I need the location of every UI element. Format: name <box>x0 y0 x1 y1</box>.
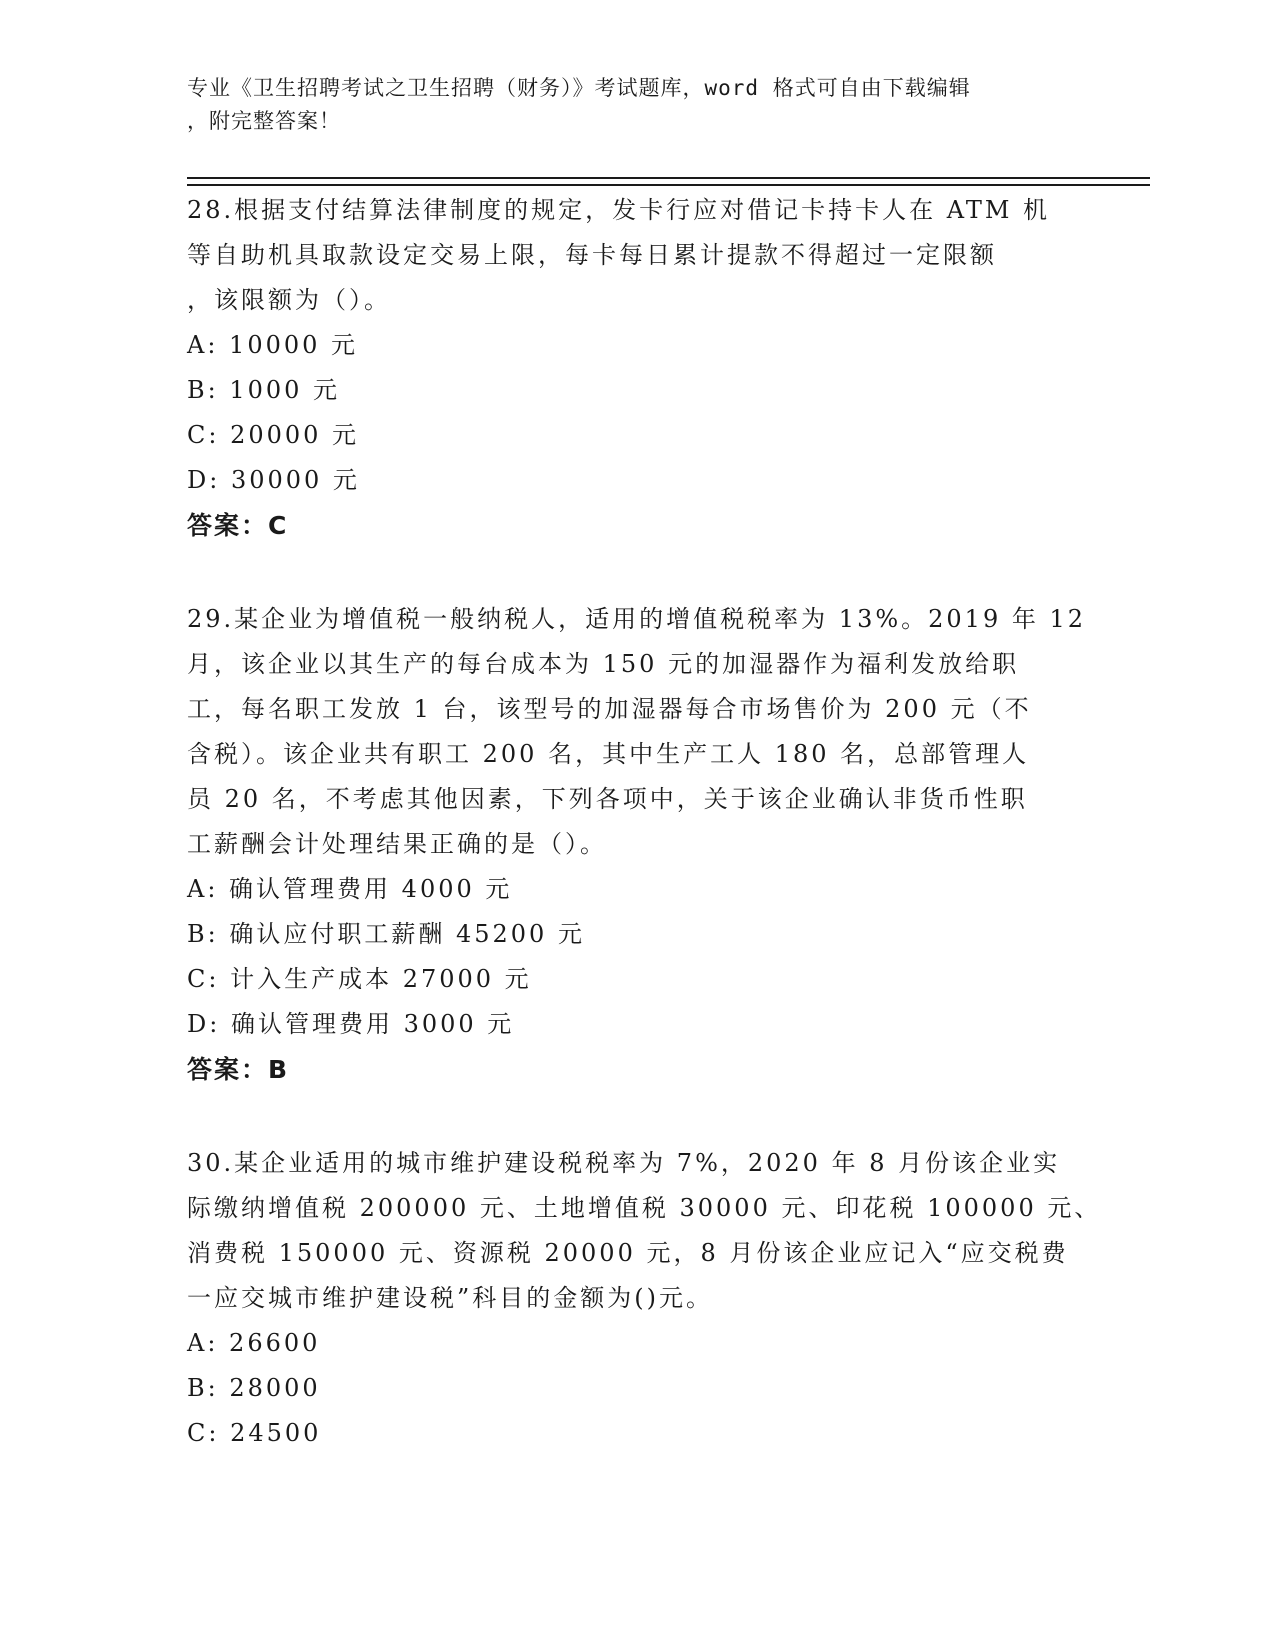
question-text-line: 月，该企业以其生产的每台成本为 150 元的加湿器作为福利发放给职 <box>187 650 1020 678</box>
option-c: C: 20000 元 <box>187 421 360 449</box>
option-b: B: 28000 <box>187 1374 321 1402</box>
header-divider-bottom <box>187 184 1150 186</box>
question-text-line: 际缴纳增值税 200000 元、土地增值税 30000 元、印花税 100000 元、 <box>187 1194 1102 1222</box>
question-text-line: 工薪酬会计处理结果正确的是（）。 <box>187 830 607 858</box>
option-d: D: 30000 元 <box>187 466 360 494</box>
option-d: D: 确认管理费用 3000 元 <box>187 1010 515 1038</box>
question-30 <box>187 1141 1102 1456</box>
header-line-2: ，附完整答案！ <box>187 109 341 133</box>
document-header <box>187 72 1067 138</box>
question-text-line: 工，每名职工发放 1 台，该型号的加湿器每合市场售价为 200 元（不 <box>187 695 1032 723</box>
option-c: C: 24500 <box>187 1419 322 1447</box>
header-line-1: 专业《卫生招聘考试之卫生招聘（财务）》考试题库，word 格式可自由下载编辑 <box>187 76 971 100</box>
option-c: C: 计入生产成本 27000 元 <box>187 965 532 993</box>
header-divider-top <box>187 177 1150 179</box>
question-text-line: 30.某企业适用的城市维护建设税税率为 7%，2020 年 8 月份该企业实 <box>187 1149 1061 1177</box>
question-text-line: 28.根据支付结算法律制度的规定，发卡行应对借记卡持卡人在 ATM 机 <box>187 196 1051 224</box>
answer-line: 答案：C <box>187 511 289 540</box>
question-text-line: 消费税 150000 元、资源税 20000 元，8 月份该企业应记入“应交税费 <box>187 1239 1069 1267</box>
answer-line: 答案：B <box>187 1055 290 1084</box>
option-a: A: 26600 <box>187 1329 321 1357</box>
question-text-line: 含税）。该企业共有职工 200 名，其中生产工人 180 名，总部管理人 <box>187 740 1030 768</box>
option-b: B: 1000 元 <box>187 376 341 404</box>
question-text-line: 29.某企业为增值税一般纳税人，适用的增值税税率为 13%。2019 年 12 <box>187 605 1087 633</box>
question-29 <box>187 597 1087 1092</box>
question-text-line: 等自助机具取款设定交易上限，每卡每日累计提款不得超过一定限额 <box>187 241 997 269</box>
option-a: A: 确认管理费用 4000 元 <box>187 875 513 903</box>
option-b: B: 确认应付职工薪酬 45200 元 <box>187 920 585 948</box>
question-text-line: 员 20 名，不考虑其他因素，下列各项中，关于该企业确认非货币性职 <box>187 785 1028 813</box>
question-28 <box>187 188 1087 548</box>
question-text-line: 一应交城市维护建设税”科目的金额为()元。 <box>187 1284 713 1312</box>
option-a: A: 10000 元 <box>187 331 359 359</box>
question-text-line: ，该限额为（）。 <box>187 286 391 314</box>
